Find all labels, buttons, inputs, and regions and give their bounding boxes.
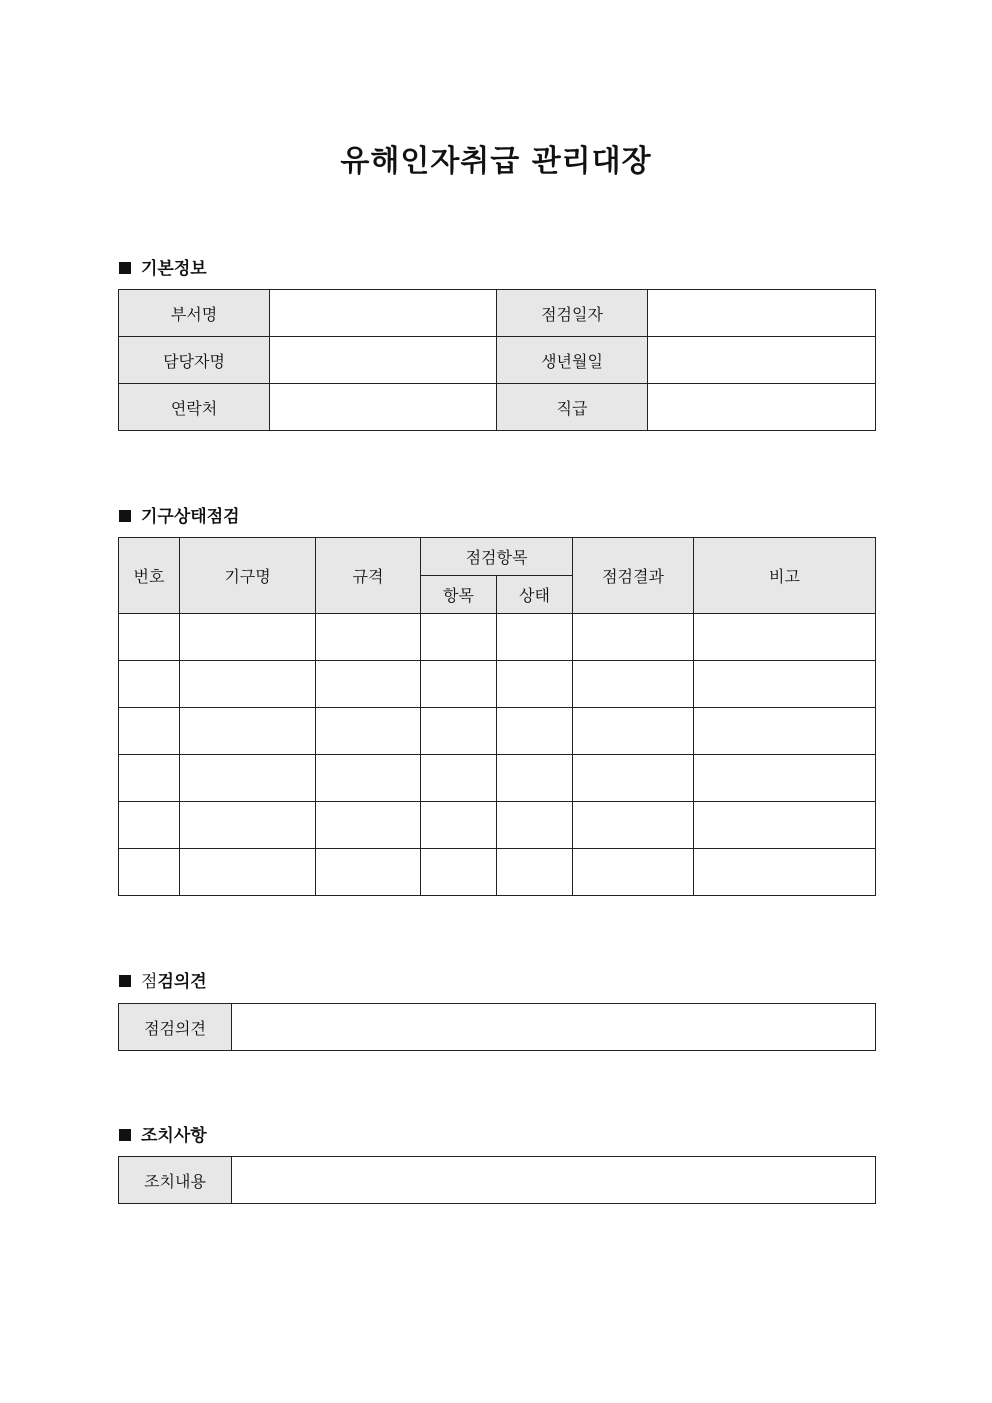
manager-label: 담당자명 [119, 337, 270, 384]
cell-result[interactable] [573, 708, 694, 755]
manager-field[interactable] [270, 337, 497, 384]
equipment-check-table [118, 537, 876, 896]
cell-remarks[interactable] [694, 614, 876, 661]
cell-spec[interactable] [316, 755, 421, 802]
cell-no[interactable] [119, 708, 180, 755]
cell-item[interactable] [421, 661, 497, 708]
cell-name[interactable] [180, 802, 316, 849]
section-heading-text: 기본정보 [141, 259, 207, 279]
cell-remarks[interactable] [694, 802, 876, 849]
cell-item[interactable] [421, 614, 497, 661]
date-field[interactable] [648, 290, 876, 337]
table-row [119, 708, 876, 755]
contact-label: 연락처 [119, 384, 270, 431]
table-row [119, 614, 876, 661]
document-title: 유해인자취급 관리대장 [340, 144, 652, 179]
cell-no[interactable] [119, 661, 180, 708]
cell-remarks[interactable] [694, 849, 876, 896]
dept-label: 부서명 [119, 290, 270, 337]
section-heading-text: 기구상태점검 [141, 507, 240, 527]
cell-no[interactable] [119, 802, 180, 849]
dept-field[interactable] [270, 290, 497, 337]
cell-name[interactable] [180, 849, 316, 896]
basic-info-table [118, 289, 876, 431]
header-no: 번호 [119, 538, 180, 614]
table-row [119, 755, 876, 802]
header-remarks: 비고 [694, 538, 876, 614]
cell-no[interactable] [119, 755, 180, 802]
table-row [119, 337, 876, 384]
opinion-field[interactable] [232, 1004, 876, 1051]
birth-label: 생년월일 [497, 337, 648, 384]
cell-name[interactable] [180, 614, 316, 661]
cell-status[interactable] [497, 849, 573, 896]
cell-no[interactable] [119, 849, 180, 896]
cell-remarks[interactable] [694, 661, 876, 708]
action-table [118, 1156, 876, 1204]
cell-item[interactable] [421, 802, 497, 849]
section-heading-equipment [119, 502, 240, 527]
table-row [119, 661, 876, 708]
opinion-table [118, 1003, 876, 1051]
cell-result[interactable] [573, 849, 694, 896]
table-row [119, 849, 876, 896]
section-heading-basic-info [119, 254, 207, 279]
cell-result[interactable] [573, 802, 694, 849]
header-check-items: 점검항목 [421, 538, 573, 576]
cell-status[interactable] [497, 755, 573, 802]
cell-remarks[interactable] [694, 708, 876, 755]
cell-status[interactable] [497, 661, 573, 708]
cell-result[interactable] [573, 661, 694, 708]
cell-name[interactable] [180, 661, 316, 708]
square-bullet-icon [119, 975, 131, 987]
cell-remarks[interactable] [694, 755, 876, 802]
section-heading-opinion [119, 967, 207, 992]
cell-status[interactable] [497, 614, 573, 661]
cell-spec[interactable] [316, 614, 421, 661]
cell-item[interactable] [421, 755, 497, 802]
square-bullet-icon [119, 262, 131, 274]
header-result: 점검결과 [573, 538, 694, 614]
table-row [119, 290, 876, 337]
section-heading-action [119, 1121, 207, 1146]
table-row [119, 384, 876, 431]
table-row [119, 802, 876, 849]
square-bullet-icon [119, 1129, 131, 1141]
birth-field[interactable] [648, 337, 876, 384]
cell-spec[interactable] [316, 708, 421, 755]
cell-name[interactable] [180, 755, 316, 802]
header-spec: 규격 [316, 538, 421, 614]
opinion-label: 점검의견 [119, 1004, 232, 1051]
contact-field[interactable] [270, 384, 497, 431]
header-item: 항목 [421, 576, 497, 614]
cell-spec[interactable] [316, 661, 421, 708]
table-header-row [119, 538, 876, 576]
cell-spec[interactable] [316, 849, 421, 896]
table-row [119, 1157, 876, 1204]
section-heading-text: 조치사항 [141, 1126, 207, 1146]
cell-spec[interactable] [316, 802, 421, 849]
cell-status[interactable] [497, 708, 573, 755]
table-row [119, 1004, 876, 1051]
cell-name[interactable] [180, 708, 316, 755]
header-status: 상태 [497, 576, 573, 614]
position-label: 직급 [497, 384, 648, 431]
cell-result[interactable] [573, 755, 694, 802]
section-heading-text: 검의견 [157, 972, 207, 992]
section-heading-text-light: 점 [141, 972, 158, 992]
action-field[interactable] [232, 1157, 876, 1204]
header-name: 기구명 [180, 538, 316, 614]
date-label: 점검일자 [497, 290, 648, 337]
cell-item[interactable] [421, 708, 497, 755]
cell-item[interactable] [421, 849, 497, 896]
cell-no[interactable] [119, 614, 180, 661]
cell-status[interactable] [497, 802, 573, 849]
action-label: 조치내용 [119, 1157, 232, 1204]
cell-result[interactable] [573, 614, 694, 661]
square-bullet-icon [119, 510, 131, 522]
position-field[interactable] [648, 384, 876, 431]
